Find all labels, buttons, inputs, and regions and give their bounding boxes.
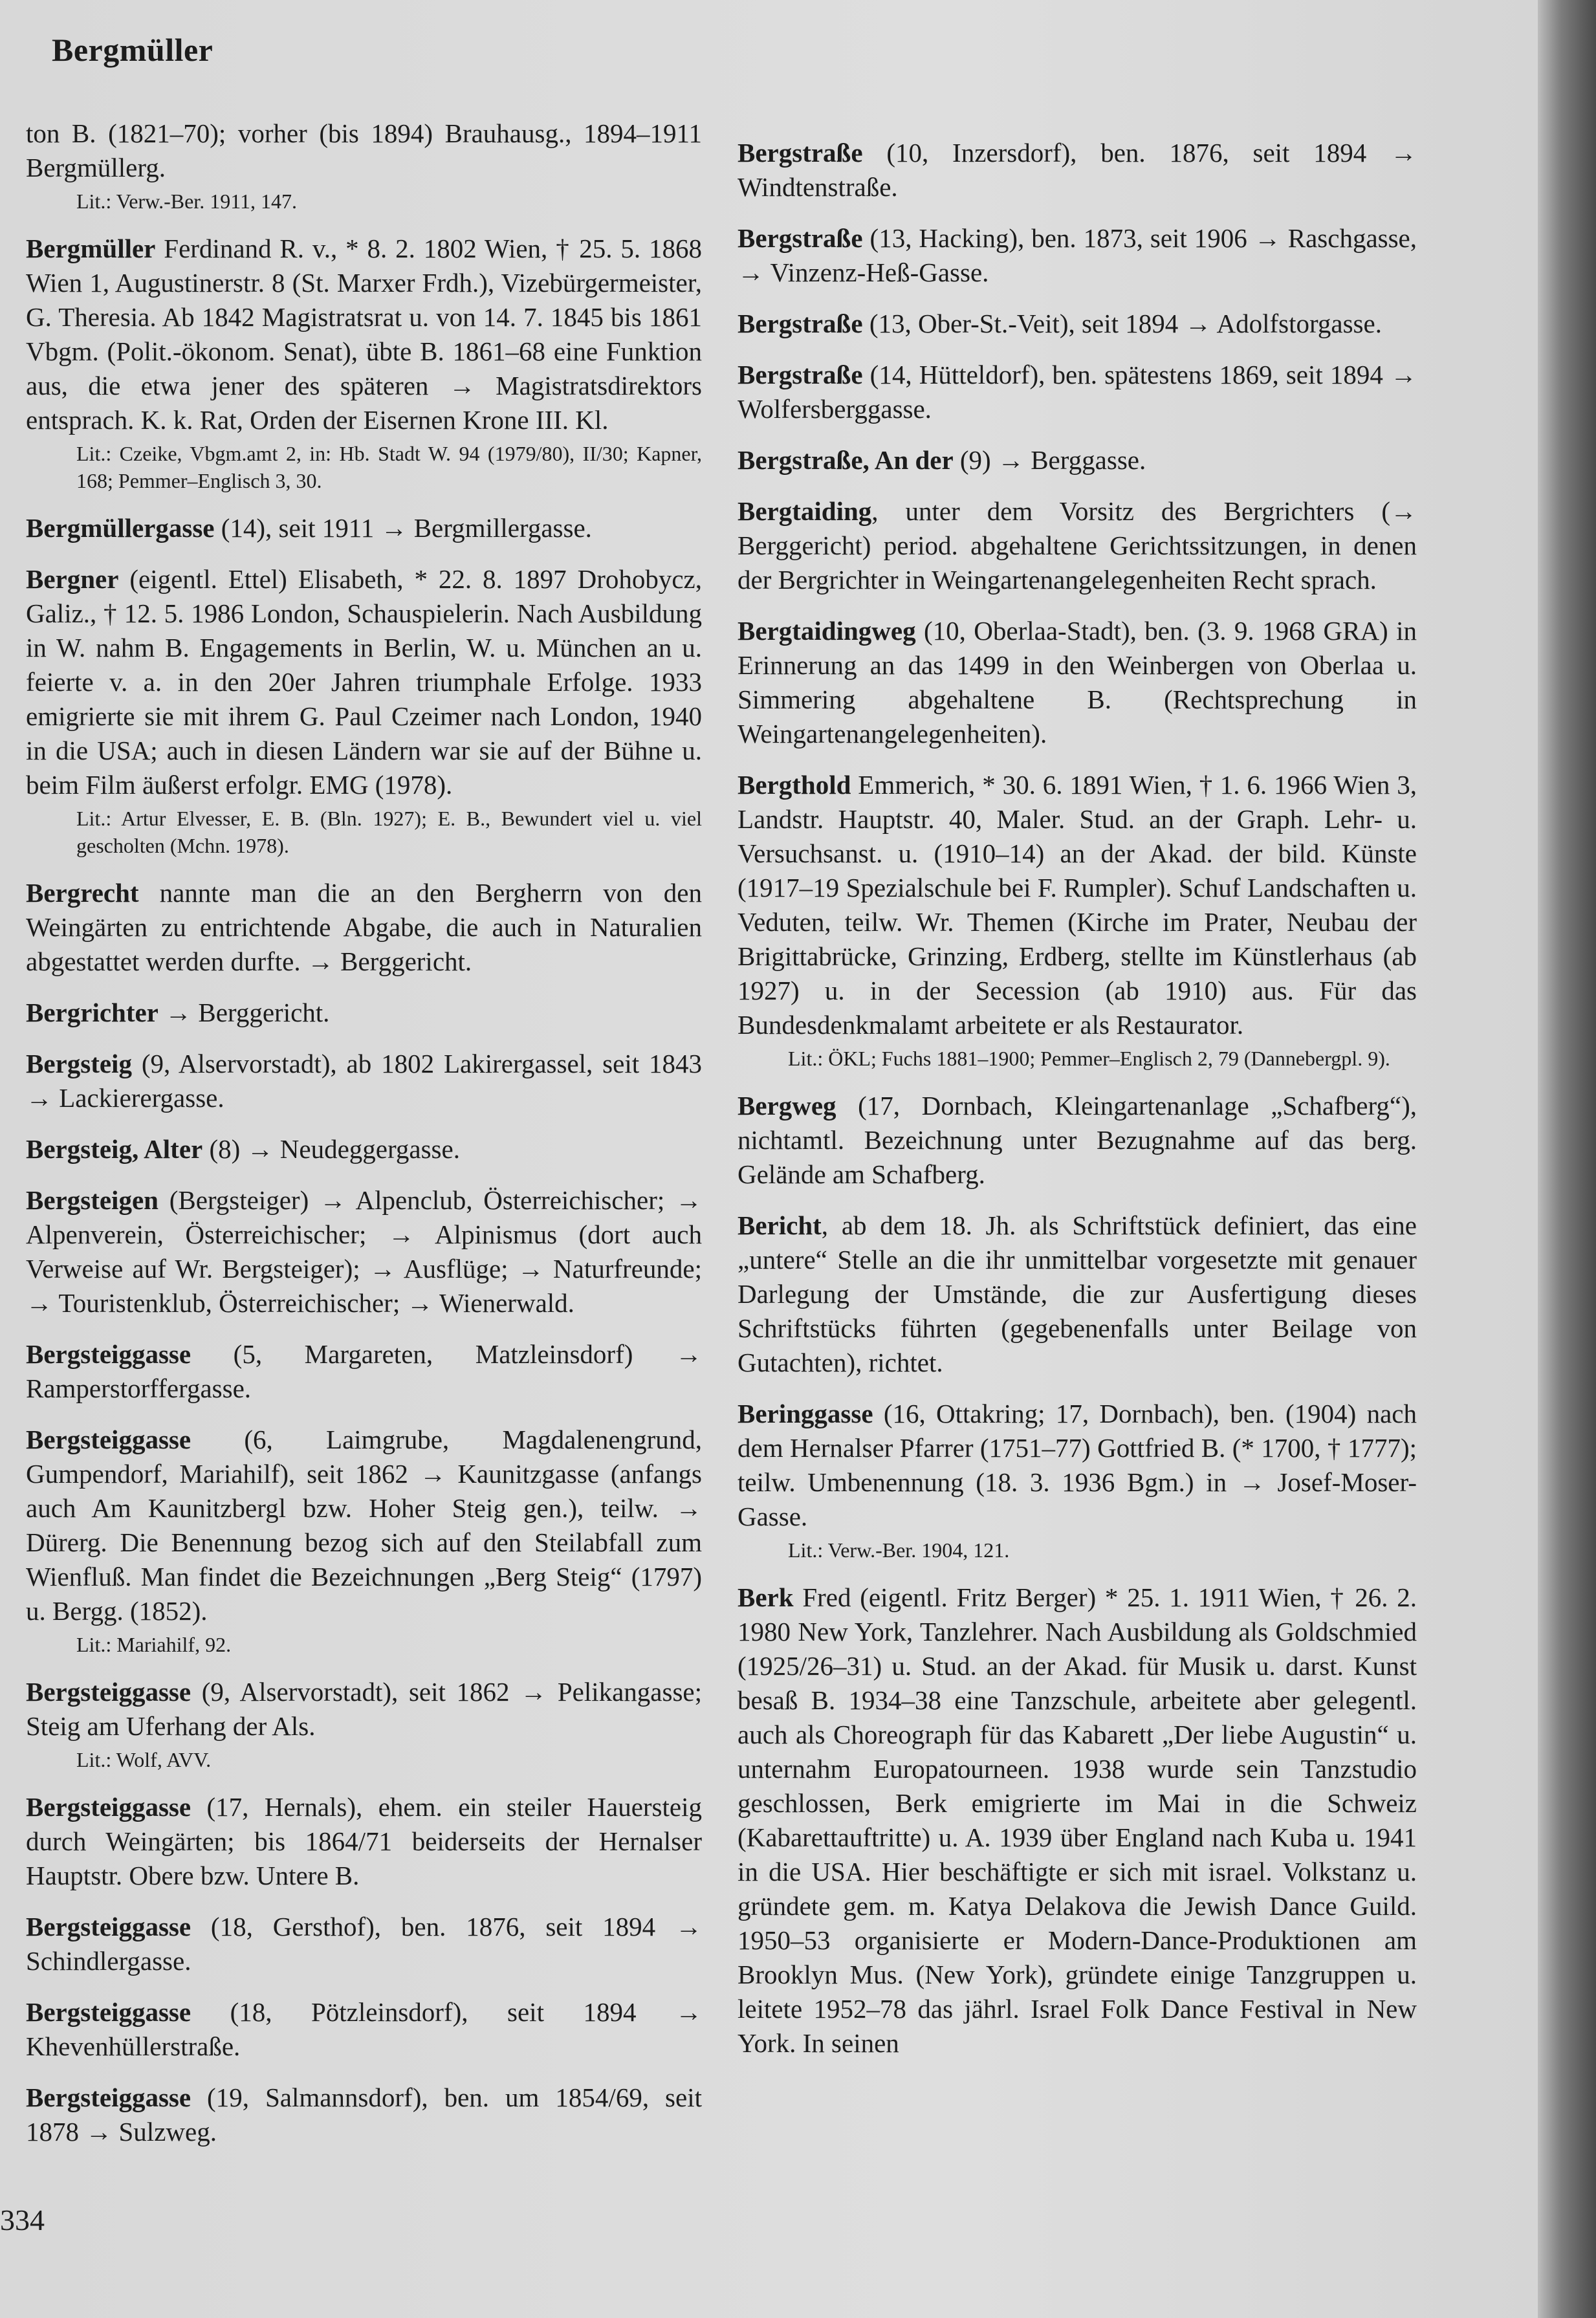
entry-headword: Bergsteiggasse [26,1339,191,1369]
entry-headword: Bergrichter [26,998,159,1027]
entry-headword: Bergsteiggasse [26,1912,191,1941]
entry-text: ton B. (1821–70); vorher (bis 1894) Brauhausg., 1894–1911 Bergmüllerg. [26,118,702,182]
entry-text: (14, Hütteldorf), ben. spätestens 1869, seit 1894 → Wolfersberggasse. [738,360,1417,424]
dictionary-entry [26,1910,702,1978]
dictionary-entry [738,494,1417,597]
entry-headword: Bergsteiggasse [26,1997,191,2027]
entry-literature: Lit.: Mariahilf, 92. [76,1633,232,1656]
entry-headword: Bergstraße, An der [738,445,954,475]
entry-text: (10, Oberlaa-Stadt), ben. (3. 9. 1968 GRA) in Erinnerung an das 1499 in den Weinbergen von Oberlaa u. Simmering abgehaltene B. (Rechtsprechung in Weingartenangelegenheiten). [738,616,1417,749]
dictionary-entry [26,511,702,545]
dictionary-entry [26,1790,702,1893]
dictionary-entry [738,614,1417,751]
entry-headword: Bergstraße [738,223,863,253]
entry-text: Fred (eigentl. Fritz Berger) * 25. 1. 1911 Wien, † 26. 2. 1980 New York, Tanzlehrer. Nach Ausbildung als Goldschmied (1925/26–31) u. Stud. an der Akad. für Musik u. darst. Kunst besaß B. 1934–38 eine Tanzschule, arbeitete aber gelegentl. auch als Choreograph für das Kabarett „Der liebe Augustin“ u. unternahm Europatourneen. 1938 wurde sein Tanzstudio geschlossen, Berk emigrierte im Mai in die Schweiz (Kabarettauftritte) u. A. 1939 über England nach Kuba u. 1941 in die USA. Hier beschäftigte er sich mit israel. Volkstanz u. gründete gem. m. Katya Delakova die Jewish Dance Guild. 1950–53 organisierte er Modern-Dance-Produktionen am Brooklyn Mus. (New York), gründete einige Tanzgruppen u. leitete 1952–78 das jährl. Israel Folk Dance Festival in New York. In seinen [738,1582,1417,2058]
dictionary-entry [738,1208,1417,1380]
entry-headword: Bergstraße [738,360,863,389]
entry-text: , ab dem 18. Jh. als Schriftstück definiert, das eine „untere“ Stelle an die ihr unmittelbar vorgesetzte mit genauer Darlegung der Umstände, die zur Ausfertigung dieses Schriftstücks führten (gegebenenfalls unter Beilage von Gutachten), richtet. [738,1210,1417,1377]
entry-headword: Bericht [738,1210,822,1240]
dictionary-entry [738,1580,1417,2061]
entry-headword: Bergthold [738,770,851,800]
dictionary-entry [26,1337,702,1406]
dictionary-entry [738,136,1417,204]
entry-text: (18, Gersthof), ben. 1876, seit 1894 → Schindlergasse. [26,1912,702,1976]
page-number: 334 [0,2203,45,2236]
entry-text: Ferdinand R. v., * 8. 2. 1802 Wien, † 25. 5. 1868 Wien 1, Augustinerstr. 8 (St. Marxer Frdh.), Vizebürgermeister, G. Theresia. Ab 1842 Magistratsrat u. von 14. 7. 1845 bis 1861 Vbgm. (Polit.-ökonom. Senat), übte B. 1861–68 eine Funktion aus, die etwa jener des späteren → Magistratsdirektors entsprach. K. k. Rat, Orden der Eisernen Krone III. Kl. [26,234,702,435]
entry-headword: Bergmüllergasse [26,513,215,543]
dictionary-entry [26,232,702,494]
entry-text: nannte man die an den Bergherrn von den Weingärten zu entrichtende Abgabe, die auch in Naturalien abgestattet werden durfte. → Berggericht. [26,878,702,976]
entry-headword: Bergsteiggasse [26,1792,191,1822]
dictionary-entry [26,996,702,1030]
dictionary-entry [26,1132,702,1166]
dictionary-entry [738,221,1417,290]
entry-headword: Bergstraße [738,138,863,168]
entry-headword: Bergweg [738,1091,836,1121]
entry-literature: Lit.: ÖKL; Fuchs 1881–1900; Pemmer–Englisch 2, 79 (Dannebergpl. 9). [788,1047,1390,1070]
entry-headword: Berk [738,1582,794,1612]
entry-text: → Berggericht. [158,998,330,1027]
entry-text: (5, Margareten, Matzleinsdorf) → Ramperstorffergasse. [26,1339,702,1403]
running-head: Bergmüller [52,32,213,68]
entry-headword: Bergsteiggasse [26,1677,191,1707]
entry-text: (16, Ottakring; 17, Dornbach), ben. (1904) nach dem Hernalser Pfarrer (1751–77) Gottfried B. (* 1700, † 1777); teilw. Umbenennung (18. 3. 1936 Bgm.) in → Josef-Moser-Gasse. [738,1399,1417,1531]
entry-text: (17, Dornbach, Kleingartenanlage „Schafberg“), nichtamtl. Bezeichnung unter Bezugnahme auf das berg. Gelände am Schafberg. [738,1091,1417,1189]
entry-headword: Bergsteig [26,1049,132,1078]
entry-text: Emmerich, * 30. 6. 1891 Wien, † 1. 6. 1966 Wien 3, Landstr. Hauptstr. 40, Maler. Stud. an der Graph. Lehr- u. Versuchsanst. u. (1910–14) an der Akad. der bild. Künste (1917–19 Spezialschule bei F. Rumpler). Schuf Landschaften u. Veduten, teilw. Wr. Themen (Kirche im Prater, Neubau der Brigittabrücke, Grinzing, Erdberg, stellte im Künstlerhaus (ab 1927) u. in der Secession (ab 1910) aus. Für das Bundesdenkmalamt arbeitete er als Restaurator. [738,770,1417,1040]
entry-text: (8) → Neudeggergasse. [202,1134,460,1164]
entry-text: (6, Laimgrube, Magdalenengrund, Gumpendorf, Mariahilf), seit 1862 → Kaunitzgasse (anfangs auch Am Kaunitzbergl bzw. Hoher Steig gen.), teilw. → Dürerg. Die Benennung bezog sich auf den Steilabfall zum Wienfluß. Man findet die Bezeichnungen „Berg Steig“ (1797) u. Bergg. (1852). [26,1425,702,1626]
entry-headword: Beringgasse [738,1399,873,1428]
entry-headword: Bergsteigen [26,1185,159,1215]
dictionary-entry [26,1183,702,1320]
dictionary-entry [26,1047,702,1115]
entry-literature: Lit.: Wolf, AVV. [76,1748,212,1771]
dictionary-entry [738,307,1417,341]
dictionary-entry [738,768,1417,1072]
entry-headword: Bergner [26,564,119,594]
entry-text: (14), seit 1911 → Bergmillergasse. [214,513,592,543]
entry-headword: Bergstraße [738,309,863,338]
dictionary-entry [26,2081,702,2149]
entry-headword: Bergrecht [26,878,139,908]
dictionary-entry [738,358,1417,426]
entry-text: (eigentl. Ettel) Elisabeth, * 22. 8. 1897 Drohobycz, Galiz., † 12. 5. 1986 London, Schauspielerin. Nach Ausbildung in W. nahm B. Engagements in Berlin, W. u. München an u. feierte v. a. in den 20er Jahren triumphale Erfolge. 1933 emigrierte sie mit ihrem G. Paul Czeimer nach London, 1940 in die USA; auch in diesen Ländern war sie auf der Bühne u. beim Film äußerst erfolgr. EMG (1978). [26,564,702,800]
entry-literature: Lit.: Czeike, Vbgm.amt 2, in: Hb. Stadt W. 94 (1979/80), II/30; Kapner, 168; Pemmer–Englisch 3, 30. [76,442,702,492]
entry-headword: Bergsteiggasse [26,1425,191,1454]
left-column [26,116,702,2166]
dictionary-entry [738,443,1417,477]
entry-text: (10, Inzersdorf), ben. 1876, seit 1894 → Windtenstraße. [738,138,1417,202]
dictionary-entry [26,876,702,979]
dictionary-entry [26,1423,702,1658]
entry-text: (9) → Berggasse. [953,445,1146,475]
entry-headword: Bergsteig, Alter [26,1134,203,1164]
entry-text: (Bergsteiger) → Alpenclub, Österreichischer; → Alpenverein, Österreichischer; → Alpinismus (dort auch Verweise auf Wr. Bergsteiger); → Ausflüge; → Naturfreunde; → Touristenklub, Österreichischer; → Wienerwald. [26,1185,702,1318]
entry-text: (9, Alservorstadt), seit 1862 → Pelikangasse; Steig am Uferhang der Als. [26,1677,702,1741]
dictionary-entry [26,1995,702,2064]
page-gutter-shadow [1538,0,1596,2318]
entry-text: (19, Salmannsdorf), ben. um 1854/69, seit 1878 → Sulzweg. [26,2083,702,2147]
entry-text: (17, Hernals), ehem. ein steiler Hauersteig durch Weingärten; bis 1864/71 beiderseits der Hernalser Hauptstr. Obere bzw. Untere B. [26,1792,702,1890]
entry-headword: Bergmüller [26,234,156,263]
entry-headword: Bergsteiggasse [26,2083,191,2112]
dictionary-entry [738,1397,1417,1564]
entry-text: (13, Hacking), ben. 1873, seit 1906 → Raschgasse, → Vinzenz-Heß-Gasse. [738,223,1417,287]
entry-text: , unter dem Vorsitz des Bergrichters (→ Berggericht) period. abgehaltene Gerichtssitzungen, in denen der Bergrichter in Weingartenangelegenheiten Recht sprach. [738,496,1417,595]
entry-text: (18, Pötzleinsdorf), seit 1894 → Khevenhüllerstraße. [26,1997,702,2061]
dictionary-entry [26,562,702,859]
entry-literature: Lit.: Verw.-Ber. 1911, 147. [76,190,297,213]
dictionary-entry [26,1675,702,1773]
dictionary-entry [26,116,702,215]
entry-text: (13, Ober-St.-Veit), seit 1894 → Adolfstorgasse. [862,309,1382,338]
right-column [738,136,1417,2077]
entry-headword: Bergtaidingweg [738,616,916,646]
entry-text: (9, Alservorstadt), ab 1802 Lakirergassel, seit 1843 → Lackierergasse. [26,1049,702,1113]
entry-headword: Bergtaiding [738,496,872,526]
entry-literature: Lit.: Artur Elvesser, E. B. (Bln. 1927); E. B., Bewundert viel u. viel gescholten (Mchn. 1978). [76,807,702,857]
entry-literature: Lit.: Verw.-Ber. 1904, 121. [788,1538,1010,1562]
dictionary-entry [738,1089,1417,1192]
